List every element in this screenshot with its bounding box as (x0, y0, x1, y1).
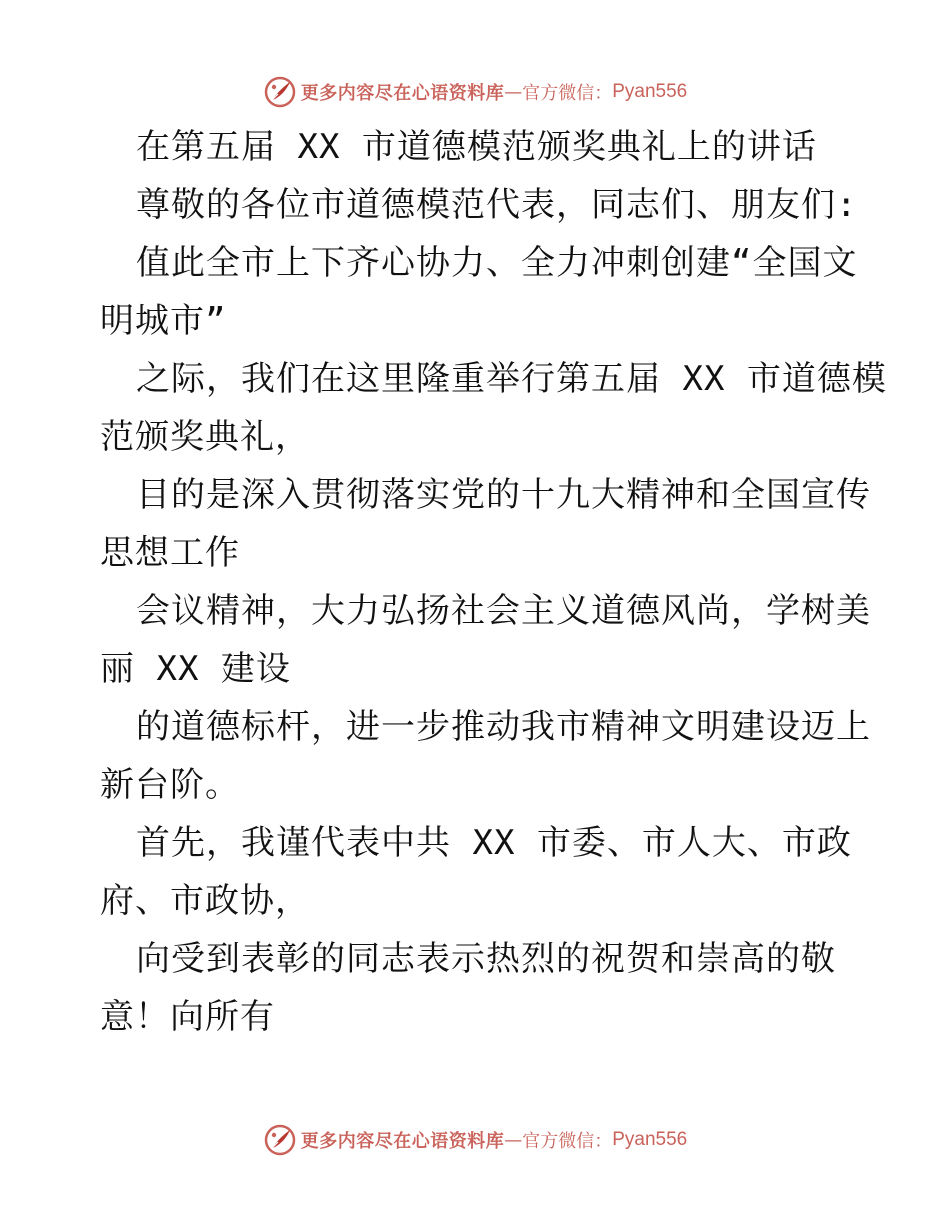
text-line: 之际，我们在这里隆重举行第五届 XX 市道德模 (136, 359, 887, 399)
watermark-main-text: 更多内容尽在心语资料库 (300, 1131, 505, 1152)
quill-logo-icon (263, 1123, 297, 1157)
text-line: 值此全市上下齐心协力、全力冲刺创建“全国文 (136, 243, 858, 283)
text-line: 府、市政协， (100, 881, 310, 921)
text-line: 意！向所有 (100, 997, 275, 1037)
text-line: 思想工作 (100, 533, 240, 573)
text-line: 的道德标杆，进一步推动我市精神文明建设迈上 (136, 707, 871, 747)
watermark-main-text: 更多内容尽在心语资料库 (300, 83, 505, 104)
text-line: 尊敬的各位市道德模范代表，同志们、朋友们: (136, 185, 858, 225)
text-line: 会议精神，大力弘扬社会主义道德风尚，学树美 (136, 591, 871, 631)
text-line: 向受到表彰的同志表示热烈的祝贺和崇高的敬 (136, 939, 836, 979)
text-line: 在第五届 XX 市道德模范颁奖典礼上的讲话 (136, 127, 817, 167)
quill-logo-icon (263, 75, 297, 109)
watermark-wechat-label: 官方微信： (522, 1131, 613, 1152)
footer-watermark (0, 1120, 950, 1160)
watermark-dash: — (504, 1129, 523, 1151)
document-body (100, 118, 887, 1046)
text-line: 目的是深入贯彻落实党的十九大精神和全国宣传 (136, 475, 871, 515)
text-line: 明城市” (100, 301, 227, 341)
text-line: 范颁奖典礼， (100, 417, 310, 457)
text-line: 新台阶。 (100, 765, 240, 805)
watermark-wechat-id: Pyan556 (612, 81, 688, 102)
text-line: 丽 XX 建设 (100, 649, 291, 689)
watermark-wechat-id: Pyan556 (612, 1129, 688, 1150)
header-watermark (0, 72, 950, 112)
text-line: 首先，我谨代表中共 XX 市委、市人大、市政 (136, 823, 852, 863)
watermark-dash: — (504, 81, 523, 103)
watermark-wechat-label: 官方微信： (522, 83, 613, 104)
